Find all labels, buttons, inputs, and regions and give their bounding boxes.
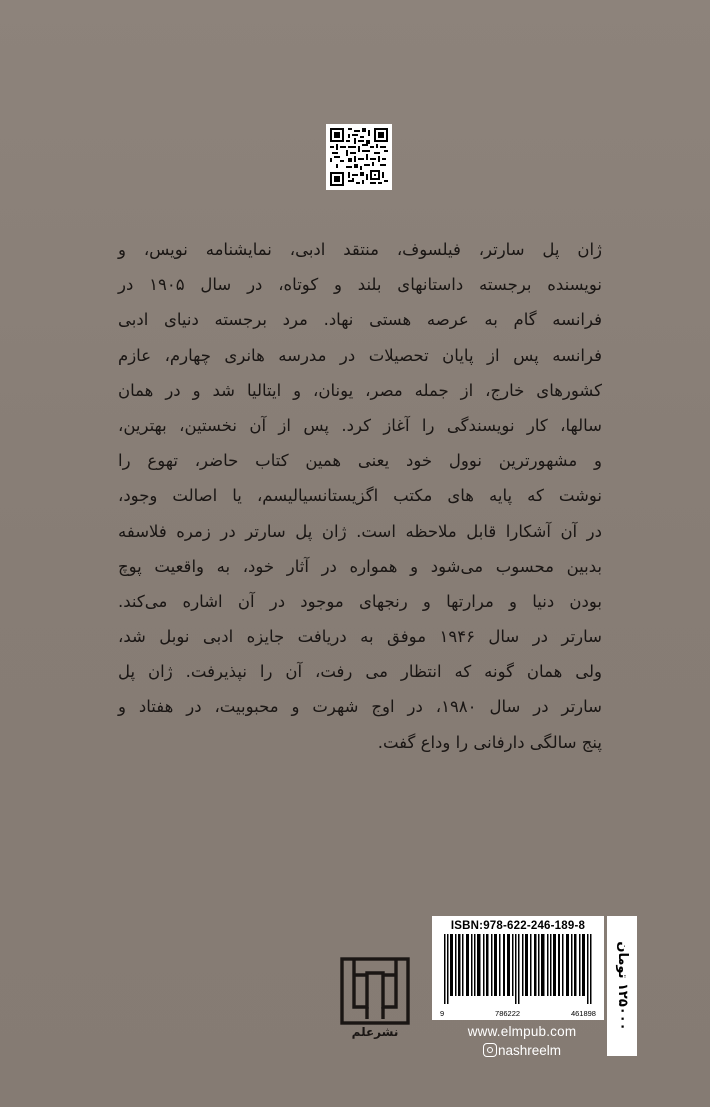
isbn-barcode — [432, 916, 604, 1020]
blurb-line: سارتر در سال ۱۹۴۶ موفق به دریافت جایزه ادبی نوبل شد، — [118, 627, 602, 647]
elm-publisher-logo-icon — [338, 955, 412, 1029]
blurb-line: پنج سالگی دارفانی را وداع گفت. — [377, 732, 602, 752]
blurb-line: سالها، کار نویسندگی را آغاز کرد. پس از آن نخستین، بهترین، — [118, 415, 602, 435]
barcode-digits — [440, 1009, 596, 1018]
isbn-label: ISBN:978-622-246-189-8 — [450, 920, 586, 932]
blurb-line: بودن دنیا و مرارتها و رنجهای موجود در آن اشاره می‌کند. — [118, 591, 602, 611]
publisher-name: نشرعلم — [351, 1025, 399, 1039]
barcode-digits-right: 461898 — [570, 1009, 596, 1018]
publisher-website[interactable]: www.elmpub.com — [467, 1024, 577, 1039]
instagram-handle[interactable] — [440, 1043, 604, 1058]
instagram-icon — [483, 1043, 497, 1057]
blurb-line: فرانسه گام به عرصه هستی نهاد. مرد برجسته دنیای ادبی — [118, 310, 602, 330]
blurb-line: ژان پل سارتر، فیلسوف، منتقد ادبی، نمایشنامه نویس، و — [118, 240, 602, 259]
barcode-bars — [440, 934, 596, 1004]
blurb — [118, 232, 602, 760]
blurb-line: کشورهای خارج، از جمله مصر، یونان، و ایتالیا شد و در همان — [118, 380, 602, 400]
barcode-digit-prefix: 9 — [440, 1009, 445, 1018]
qr-code[interactable] — [326, 124, 392, 190]
blurb-line: سارتر در سال ۱۹۸۰، در اوج شهرت و محبوبیت، در هفتاد و — [118, 697, 602, 717]
blurb-line: نویسنده برجسته داستانهای بلند و کوتاه، در سال ۱۹۰۵ در — [118, 275, 602, 295]
blurb-line: بدبین محسوب می‌شود و همواره در آثار خود، به واقعیت پوچ — [118, 556, 602, 576]
qr-code-icon — [330, 128, 388, 186]
instagram-handle-text: nashreelm — [497, 1043, 562, 1058]
blurb-line: و مشهورترین نوول خود یعنی همین کتاب حاضر، تهوع را — [118, 451, 602, 471]
barcode-digits-left: 786222 — [495, 1009, 521, 1018]
blurb-line: در آن آشکارا قابل ملاحظه است. ژان پل سارتر در زمره فلاسفه — [118, 521, 602, 541]
price-label: ۱۲۵۰۰۰ تومان — [615, 941, 630, 1031]
blurb-line: ولی همان گونه که انتظار می رفت، آن را نپذیرفت. ژان پل — [118, 662, 602, 682]
blurb-line: فرانسه پس از پایان تحصیلات در مدرسه هانری چهارم، عازم — [118, 345, 602, 365]
price-tag — [607, 916, 637, 1056]
blurb-line: نوشت که پایه های مکتب اگزیستانسیالیسم، یا اصالت وجود، — [118, 486, 602, 506]
